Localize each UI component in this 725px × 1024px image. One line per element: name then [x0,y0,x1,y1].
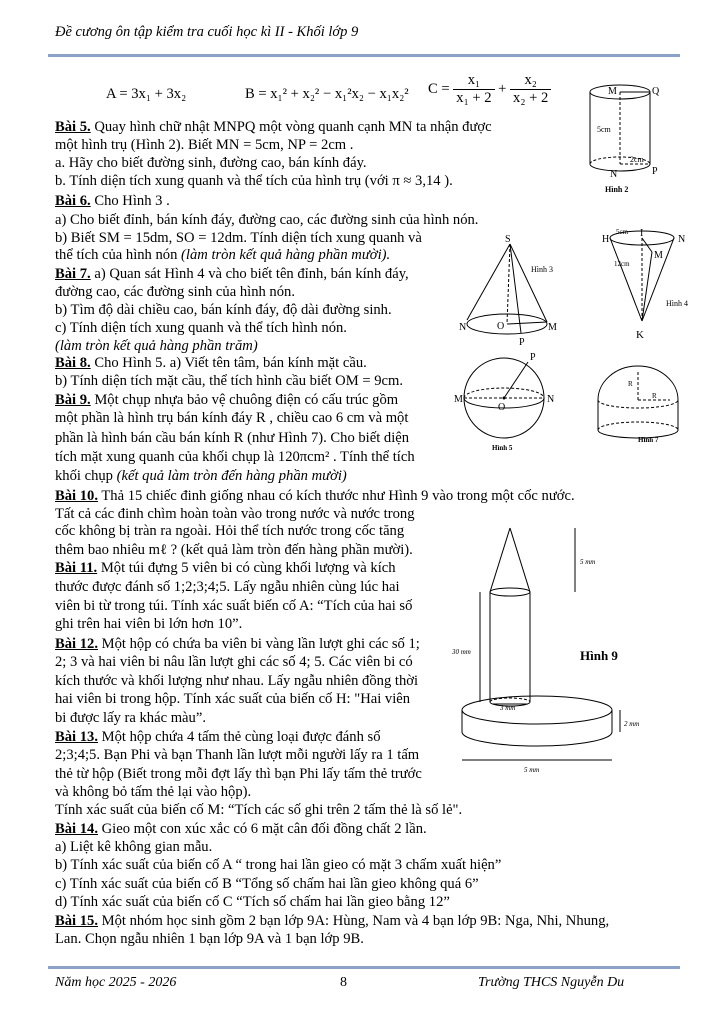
fig9-base-height: 2 mm [624,720,640,728]
exercise-number: Bài 14. [55,821,98,837]
header-rule [48,54,680,57]
text-line-l13 [55,337,258,355]
figure-3-cone [455,232,595,350]
text-line-l24 [55,541,413,559]
line-text: d) Tính xác suất của biến cố C “Tích số chấm hai lần gieo bằng 12” [55,894,450,910]
exercise-number: Bài 15. [55,913,98,929]
figure-4-inverted-cone [600,226,710,344]
text-line-l2 [55,136,353,154]
formula-a: A = 3x₁ + 3x₂ [106,86,187,102]
text-line-l32 [55,690,410,708]
line-text: cốc không bị tràn ra ngoài. Hỏi thể tích nước trong cốc tăng [55,523,405,539]
fig5-label-o: O [498,402,506,413]
fig3-label-o: O [497,321,505,332]
formula-c [428,72,551,107]
fraction-1-num: x₁ [453,72,494,90]
line-text: một phần là hình trụ bán kính đáy R , chiều cao 6 cm và một [55,410,409,426]
fig9-shaft-height: 30 mm [452,648,471,656]
fig2-label-p: P [652,166,658,177]
page-number: 8 [340,975,347,990]
figure-2-cylinder [575,82,695,197]
fig3-label-n: N [459,322,467,333]
text-line-l25 [55,559,396,577]
line-text: a) Cho biết đỉnh, bán kính đáy, đường cao, các đường sinh của hình nón. [55,212,479,228]
exercise-number: Bài 13. [55,729,98,745]
fig2-label-q: Q [652,86,660,97]
line-text: b) Tính diện tích mặt cầu, thể tích hình cầu biết OM = 9cm. [55,373,403,389]
fig7-radius-1: R [628,380,633,388]
line-text: Cho Hình 5. a) Viết tên tâm, bán kính mặt cầu. [90,355,367,371]
fig5-label-p: P [530,352,536,363]
line-text: c) Tính diện tích xung quanh và thể tích hình nón. [55,320,347,336]
text-line-l27 [55,597,412,615]
fraction-1-den: x₁ + 2 [456,90,492,106]
line-text: Quay hình chữ nhật MNPQ một vòng quanh cạnh MN ta nhận được [90,119,492,135]
fig2-label-n: N [610,169,618,180]
figure-7-cap [590,362,690,447]
formula-c-plus: + [498,80,507,97]
footer-school: Trường THCS Nguyễn Du [478,975,625,990]
text-line-l38 [55,801,462,819]
fig9-top-height: 5 mm [580,558,596,566]
line-text: a) Liệt kê không gian mẫu. [55,839,213,855]
text-line-l18 [55,429,409,447]
page-header: Đề cương ôn tập kiểm tra cuối học kì II - Khối lớp 9 [55,24,359,40]
line-text: kích thước và khối lượng như nhau. Lấy ngẫu nhiên đồng thời [55,673,419,689]
text-line-l23 [55,522,404,540]
line-text: Tất cả các đinh chìm hoàn toàn vào trong nước và nước trong [55,506,415,522]
text-line-l40 [55,838,212,856]
text-line-l4 [55,172,453,190]
text-line-l21 [55,487,575,505]
fraction-2-den: x₂ + 2 [513,90,549,106]
line-text: b. Tính diện tích xung quanh và thể tích của hình trụ (với π ≈ 3,14 ). [55,173,453,189]
fig4-label-h: H [602,234,610,245]
line-text: tích mặt xung quanh của khối chụp là 120πcm² . Tính thể tích [55,449,415,465]
line-text: 2; 3 và hai viên bi nâu lần lượt ghi các số 4; 5. Các viên bi có [55,654,413,670]
text-line-l12 [55,319,347,337]
line-text: a. Hãy cho biết đường sinh, đường cao, bán kính đáy. [55,155,367,171]
exercise-number: Bài 11. [55,560,98,576]
line-text: a) Quan sát Hình 4 và cho biết tên đỉnh, bán kính đáy, [90,266,409,282]
fig5-label-m: M [454,394,463,405]
figure-9-nail [452,520,672,780]
fig9-shaft-diameter: 3 mm [500,704,516,712]
line-text: Gieo một con xúc xắc có 6 mặt cân đối đồng chất 2 lần. [97,821,427,837]
fraction-2-num: x₂ [510,72,551,90]
text-line-l35 [55,746,419,764]
text-line-l1 [55,118,492,136]
text-line-l7 [55,229,422,247]
line-text: hai viên bi trong hộp. Tính xác suất của biến cố H: "Hai viên [55,691,411,707]
line-text: và không bỏ tấm thẻ lại vào hộp). [55,784,252,800]
line-text: Một chụp nhựa bảo vệ chuông điện có cấu trúc gồm [90,392,399,408]
text-line-l34 [55,728,381,746]
line-text: Cho Hình 3 . [90,193,170,209]
fig4-height: 12cm [614,260,630,268]
text-line-l42 [55,875,479,893]
text-line-l30 [55,653,413,671]
fig4-label-n: N [678,234,686,245]
text-line-l39 [55,820,427,838]
fig5-label-n: N [547,394,555,405]
text-line-l17 [55,409,408,427]
line-text: khối chụp [55,468,117,484]
text-line-l8 [55,246,390,264]
line-text: một hình trụ (Hình 2). Biết MN = 5cm, NP = 2cm . [55,137,354,153]
fig4-label-k: K [636,329,644,341]
fig2-caption: Hình 2 [605,185,629,194]
fig7-caption: Hình 7 [638,436,659,444]
fig5-caption: Hình 5 [492,444,513,452]
line-text: c) Tính xác suất của biến cố B “Tổng số chấm hai lần gieo không quá 6” [55,876,479,892]
footer-year: Năm học 2025 - 2026 [55,975,177,990]
line-text: viên bi từ trong túi. Tính xác suất biến cố A: “Tích của hai số [55,598,413,614]
fig3-label-s: S [505,234,511,245]
line-text: thêm bao nhiêu mℓ ? (kết quả làm tròn đến hàng phần mười). [55,542,413,558]
text-line-l41 [55,856,501,874]
figure-5-sphere [452,350,564,455]
line-text: Một hộp có chứa ba viên bi vàng lần lượt ghi các số 1; [97,636,420,652]
exercise-number: Bài 12. [55,636,98,652]
formula-b: B = x₁² + x₂² − x₁²x₂ − x₁x₂² [245,86,409,102]
formula-c-prefix: C = [428,80,450,97]
line-text: thể tích của hình nón [55,247,182,263]
line-text: thước được đánh số 1;2;3;4;5. Lấy ngẫu nhiên cùng lúc hai [55,579,400,595]
exercise-number: Bài 8. [55,355,91,371]
fig4-diameter: 5cm [616,228,629,236]
text-line-l33 [55,709,206,727]
fig2-radius: 2cm [630,155,644,164]
fig9-caption: Hình 9 [580,648,618,663]
line-text: b) Tính xác suất của biến cố A “ trong hai lần gieo có mặt 3 chấm xuất hiện” [55,857,502,873]
line-text: bi được lấy ra khác màu”. [55,710,206,726]
text-line-l10 [55,283,295,301]
exercise-number: Bài 6. [55,193,91,209]
text-line-l45 [55,930,364,948]
text-line-l22 [55,505,415,523]
fig2-height: 5cm [597,125,611,134]
line-text: Một túi đựng 5 viên bi có cùng khối lượng và kích [97,560,396,576]
line-note: (làm tròn kết quả hàng phần trăm) [55,338,258,354]
fig2-label-m: M [608,86,617,97]
line-text: phần là hình bán cầu bán kính R (như Hình 7). Cho biết diện [55,430,410,446]
fig3-caption: Hình 3 [531,265,553,274]
text-line-l20 [55,467,347,485]
exercise-number: Bài 9. [55,392,91,408]
fig3-label-m: M [548,322,557,333]
line-note: (làm tròn kết quả hàng phần mười). [181,247,391,263]
fig4-caption: Hình 4 [666,299,688,308]
text-line-l31 [55,672,418,690]
text-line-l9 [55,265,409,283]
text-line-l15 [55,372,403,390]
exercise-number: Bài 5. [55,119,91,135]
text-line-l37 [55,783,251,801]
fig7-radius-2: R [652,392,657,400]
text-line-l28 [55,615,242,633]
text-line-l19 [55,448,415,466]
text-line-l3 [55,154,367,172]
fig4-label-m: M [654,250,663,261]
line-text: b) Tìm độ dài chiều cao, bán kính đáy, độ dài đường sinh. [55,302,392,318]
line-text: Thả 15 chiếc đinh giống nhau có kích thước như Hình 9 vào trong một cốc nước. [97,488,575,504]
text-line-l16 [55,391,398,409]
fig3-label-p: P [519,337,525,348]
line-text: Lan. Chọn ngẫu nhiên 1 bạn lớp 9A và 1 bạn lớp 9B. [55,931,364,947]
text-line-l11 [55,301,392,319]
text-line-l36 [55,765,422,783]
text-line-l29 [55,635,420,653]
text-line-l5 [55,192,170,210]
fig4-label-i: I [640,228,644,239]
exercise-number: Bài 7. [55,266,91,282]
exercise-number: Bài 10. [55,488,98,504]
line-text: Một nhóm học sinh gồm 2 bạn lớp 9A: Hùng, Nam và 4 bạn lớp 9B: Nga, Nhi, Nhung, [97,913,610,929]
line-text: thẻ từ hộp (Biết trong mỗi đợt lấy thì bạn Phi lấy tấm thẻ trước [55,766,422,782]
text-line-l44 [55,912,609,930]
line-text: Một hộp chứa 4 tấm thẻ cùng loại được đánh số [97,729,381,745]
fraction-2 [510,72,551,107]
fig9-base-diameter: 5 mm [524,766,540,774]
text-line-l26 [55,578,400,596]
line-text: ghi trên hai viên bi lớn hơn 10”. [55,616,243,632]
text-line-l6 [55,211,478,229]
text-line-l43 [55,893,450,911]
line-text: 2;3;4;5. Bạn Phi và bạn Thanh lần lượt mỗi người lấy ra 1 tấm [55,747,420,763]
text-line-l14 [55,354,367,372]
fraction-1 [453,72,494,107]
line-text: b) Biết SM = 15dm, SO = 12dm. Tính diện tích xung quanh và [55,230,422,246]
line-note: (kết quả làm tròn đến hàng phần mười) [116,468,347,484]
footer-rule [48,966,680,969]
line-text: Tính xác suất của biến cố M: “Tích các số ghi trên 2 tấm thẻ là số lẻ". [55,802,463,818]
line-text: đường cao, các đường sinh của hình nón. [55,284,295,300]
